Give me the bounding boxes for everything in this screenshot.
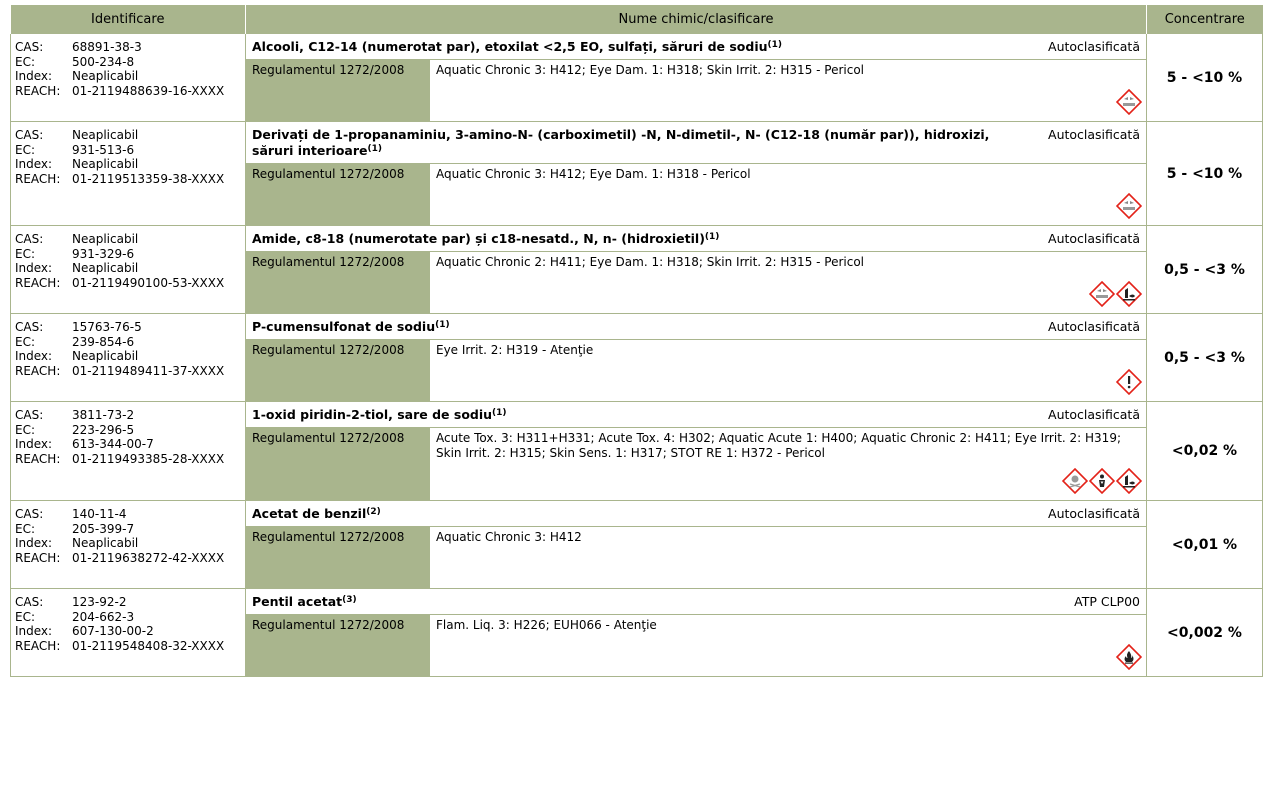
classification-source: Autoclasificată [1048, 231, 1140, 246]
identifier-ec: 931-513-6 [72, 142, 135, 157]
table-row [11, 589, 1263, 677]
regulation-label: Regulamentul 1272/2008 [246, 252, 430, 313]
identifier-key: Index: [15, 157, 53, 172]
identifier-cas: 3811-73-2 [72, 408, 135, 422]
footnote-ref: (2) [366, 507, 381, 517]
identifier-cas: 15763-76-5 [72, 320, 142, 334]
table-row [11, 34, 1263, 122]
identifier-line [11, 595, 245, 610]
identifiers-cell [11, 402, 246, 501]
concentration-cell: <0,01 % [1147, 501, 1263, 589]
concentration-cell: <0,002 % [1147, 589, 1263, 677]
chemical-name [252, 407, 507, 423]
identifiers-cell [11, 122, 246, 226]
identifier-line [11, 423, 245, 438]
identifier-key: REACH: [15, 451, 61, 466]
chemical-name [252, 506, 381, 522]
identifier-key: CAS: [15, 595, 44, 609]
identifier-key: REACH: [15, 83, 61, 98]
identifier-key: CAS: [15, 128, 44, 142]
regulation-label: Regulamentul 1272/2008 [246, 527, 430, 588]
pictogram-group [1116, 369, 1142, 395]
chemical-name-text: Amide, c8-18 (numerotate par) și c18-nesatd., N, n- (hidroxietil) [252, 231, 705, 246]
identifier-line [11, 408, 245, 423]
hazard-statements [430, 164, 1146, 225]
identifier-line [11, 452, 245, 467]
environment-icon [1116, 468, 1142, 494]
identifiers-cell [11, 589, 246, 677]
identifier-line [11, 364, 245, 379]
identifier-key: EC: [15, 142, 36, 157]
name-classification-cell [246, 314, 1147, 402]
identifier-key: CAS: [15, 507, 44, 521]
identifier-ec: 931-329-6 [72, 246, 135, 261]
chemical-name-text: Derivați de 1-propanaminiu, 3-amino-N- (carboximetil) -N, N-dimetil-, N- (C12-18 (număr par)), hidroxizi, săruri interioare [252, 127, 990, 158]
chemical-name [252, 231, 719, 247]
identifier-index: Neaplicabil [72, 157, 139, 172]
identifier-key: Index: [15, 536, 53, 551]
identifier-line [11, 247, 245, 262]
hazard-text: Acute Tox. 3: H311+H331; Acute Tox. 4: H302; Aquatic Acute 1: H400; Aquatic Chronic 2: H411; Eye Irrit. 2: H319; Skin Irrit. 2: H315; Skin Sens. 1: H317; STOT RE 1: H372 - Pericol [436, 431, 1121, 460]
footnote-ref: (1) [367, 144, 382, 154]
identifier-index: Neaplicabil [72, 349, 139, 364]
chemical-name-text: Acetat de benzil [252, 506, 367, 521]
identifier-line [11, 507, 245, 522]
identifier-line [11, 157, 245, 172]
identifier-key: REACH: [15, 275, 61, 290]
regulation-label: Regulamentul 1272/2008 [246, 60, 430, 121]
header-identifiers: Identificare [11, 5, 246, 34]
composition-table [10, 5, 1263, 677]
identifier-reach: 01-2119488639-16-XXXX [72, 83, 225, 98]
identifier-line [11, 639, 245, 654]
chemical-name-text: 1-oxid piridin-2-tiol, sare de sodiu [252, 407, 493, 422]
identifier-key: CAS: [15, 408, 44, 422]
pictogram-group [1062, 468, 1142, 494]
pictogram-group [1116, 644, 1142, 670]
health-hazard-icon [1089, 468, 1115, 494]
table-row [11, 122, 1263, 226]
identifier-key: Index: [15, 437, 53, 452]
identifiers-cell [11, 34, 246, 122]
identifier-key: REACH: [15, 171, 61, 186]
identifier-line [11, 610, 245, 625]
identifier-ec: 223-296-5 [72, 422, 135, 437]
name-classification-cell [246, 501, 1147, 589]
chemical-name [252, 594, 357, 610]
identifier-key: CAS: [15, 320, 44, 334]
identifiers-cell [11, 226, 246, 314]
classification-source: Autoclasificată [1048, 127, 1140, 142]
name-classification-cell [246, 122, 1147, 226]
footnote-ref: (1) [767, 40, 783, 50]
identifier-cas: Neaplicabil [72, 232, 139, 246]
table-header-row [11, 5, 1263, 34]
classification-source: Autoclasificată [1048, 407, 1140, 422]
footnote-ref: (1) [435, 320, 450, 330]
identifier-index: Neaplicabil [72, 69, 139, 84]
footnote-ref: (3) [342, 595, 357, 605]
identifier-line [11, 40, 245, 55]
identifier-index: Neaplicabil [72, 261, 139, 276]
identifier-key: Index: [15, 69, 53, 84]
footnote-ref: (1) [492, 408, 507, 418]
identifier-line [11, 128, 245, 143]
concentration-cell: <0,02 % [1147, 402, 1263, 501]
identifier-line [11, 349, 245, 364]
regulation-label: Regulamentul 1272/2008 [246, 164, 430, 225]
concentration-cell: 0,5 - <3 % [1147, 314, 1263, 402]
name-classification-cell [246, 226, 1147, 314]
identifier-ec: 204-662-3 [72, 609, 135, 624]
chemical-name-text: Alcooli, C12-14 (numerotat par), etoxilat <2,5 EO, sulfați, săruri de sodiu [252, 39, 768, 54]
identifier-ec: 500-234-8 [72, 54, 135, 69]
identifier-key: REACH: [15, 550, 61, 565]
identifier-index: 613-344-00-7 [72, 437, 154, 452]
table-row [11, 402, 1263, 501]
identifier-key: EC: [15, 54, 36, 69]
name-classification-cell [246, 589, 1147, 677]
hazard-text: Eye Irrit. 2: H319 - Atenţie [436, 343, 594, 357]
identifier-line [11, 261, 245, 276]
identifier-key: Index: [15, 624, 53, 639]
corrosion-icon [1089, 281, 1115, 307]
classification-source: Autoclasificată [1048, 39, 1140, 54]
identifier-key: EC: [15, 246, 36, 261]
identifier-index: 607-130-00-2 [72, 624, 154, 639]
classification-source: Autoclasificată [1048, 319, 1140, 334]
identifier-key: EC: [15, 521, 36, 536]
pictogram-group [1116, 89, 1142, 115]
identifier-key: Index: [15, 261, 53, 276]
identifier-index: Neaplicabil [72, 536, 139, 551]
identifier-key: CAS: [15, 232, 44, 246]
identifier-reach: 01-2119490100-53-XXXX [72, 275, 225, 290]
hazard-statements [430, 527, 1146, 588]
hazard-statements [430, 252, 1146, 313]
chemical-name [252, 39, 782, 55]
identifier-cas: 123-92-2 [72, 595, 127, 609]
hazard-text: Aquatic Chronic 3: H412; Eye Dam. 1: H318 - Pericol [436, 167, 751, 181]
identifier-line [11, 335, 245, 350]
identifiers-cell [11, 501, 246, 589]
corrosion-icon [1116, 89, 1142, 115]
header-concentration: Concentrare [1147, 5, 1263, 34]
chemical-name [252, 319, 450, 335]
hazard-text: Aquatic Chronic 3: H412 [436, 530, 582, 544]
pictogram-group [1116, 193, 1142, 219]
identifier-line [11, 522, 245, 537]
identifier-reach: 01-2119548408-32-XXXX [72, 638, 225, 653]
identifier-line [11, 55, 245, 70]
flame-icon [1116, 644, 1142, 670]
identifier-line [11, 232, 245, 247]
identifier-key: REACH: [15, 363, 61, 378]
identifier-line [11, 624, 245, 639]
chemical-name-text: Pentil acetat [252, 594, 343, 609]
skull-icon [1062, 468, 1088, 494]
classification-source: ATP CLP00 [1074, 594, 1140, 609]
identifier-reach: 01-2119489411-37-XXXX [72, 363, 225, 378]
hazard-text: Aquatic Chronic 2: H411; Eye Dam. 1: H318; Skin Irrit. 2: H315 - Pericol [436, 255, 865, 269]
regulation-label: Regulamentul 1272/2008 [246, 428, 430, 500]
identifier-ec: 239-854-6 [72, 334, 135, 349]
identifier-reach: 01-2119638272-42-XXXX [72, 550, 225, 565]
concentration-cell: 0,5 - <3 % [1147, 226, 1263, 314]
name-classification-cell [246, 34, 1147, 122]
environment-icon [1116, 281, 1142, 307]
hazard-text: Flam. Liq. 3: H226; EUH066 - Atenţie [436, 618, 657, 632]
identifier-line [11, 551, 245, 566]
classification-source: Autoclasificată [1048, 506, 1140, 521]
pictogram-group [1089, 281, 1142, 307]
identifier-line [11, 276, 245, 291]
regulation-label: Regulamentul 1272/2008 [246, 340, 430, 401]
identifier-key: EC: [15, 334, 36, 349]
identifier-line [11, 536, 245, 551]
header-chemical-name: Nume chimic/clasificare [246, 5, 1147, 34]
identifier-ec: 205-399-7 [72, 521, 135, 536]
name-classification-cell [246, 402, 1147, 501]
identifier-cas: 68891-38-3 [72, 40, 142, 54]
regulation-label: Regulamentul 1272/2008 [246, 615, 430, 676]
identifier-line [11, 69, 245, 84]
footnote-ref: (1) [704, 232, 720, 242]
identifier-line [11, 172, 245, 187]
table-row [11, 314, 1263, 402]
concentration-cell: 5 - <10 % [1147, 34, 1263, 122]
identifier-key: Index: [15, 349, 53, 364]
table-row [11, 501, 1263, 589]
concentration-cell: 5 - <10 % [1147, 122, 1263, 226]
identifiers-cell [11, 314, 246, 402]
identifier-line [11, 437, 245, 452]
identifier-reach: 01-2119513359-38-XXXX [72, 171, 225, 186]
hazard-statements [430, 615, 1146, 676]
hazard-text: Aquatic Chronic 3: H412; Eye Dam. 1: H318; Skin Irrit. 2: H315 - Pericol [436, 63, 865, 77]
identifier-line [11, 143, 245, 158]
hazard-statements [430, 428, 1146, 500]
identifier-cas: 140-11-4 [72, 507, 127, 521]
identifier-reach: 01-2119493385-28-XXXX [72, 451, 225, 466]
exclamation-icon [1116, 369, 1142, 395]
identifier-cas: Neaplicabil [72, 128, 139, 142]
identifier-line [11, 320, 245, 335]
identifier-line [11, 84, 245, 99]
identifier-key: EC: [15, 609, 36, 624]
table-row [11, 226, 1263, 314]
corrosion-icon [1116, 193, 1142, 219]
identifier-key: REACH: [15, 638, 61, 653]
chemical-name [252, 127, 1034, 159]
chemical-name-text: P-cumensulfonat de sodiu [252, 319, 436, 334]
hazard-statements [430, 60, 1146, 121]
identifier-key: CAS: [15, 40, 44, 54]
hazard-statements [430, 340, 1146, 401]
identifier-key: EC: [15, 422, 36, 437]
